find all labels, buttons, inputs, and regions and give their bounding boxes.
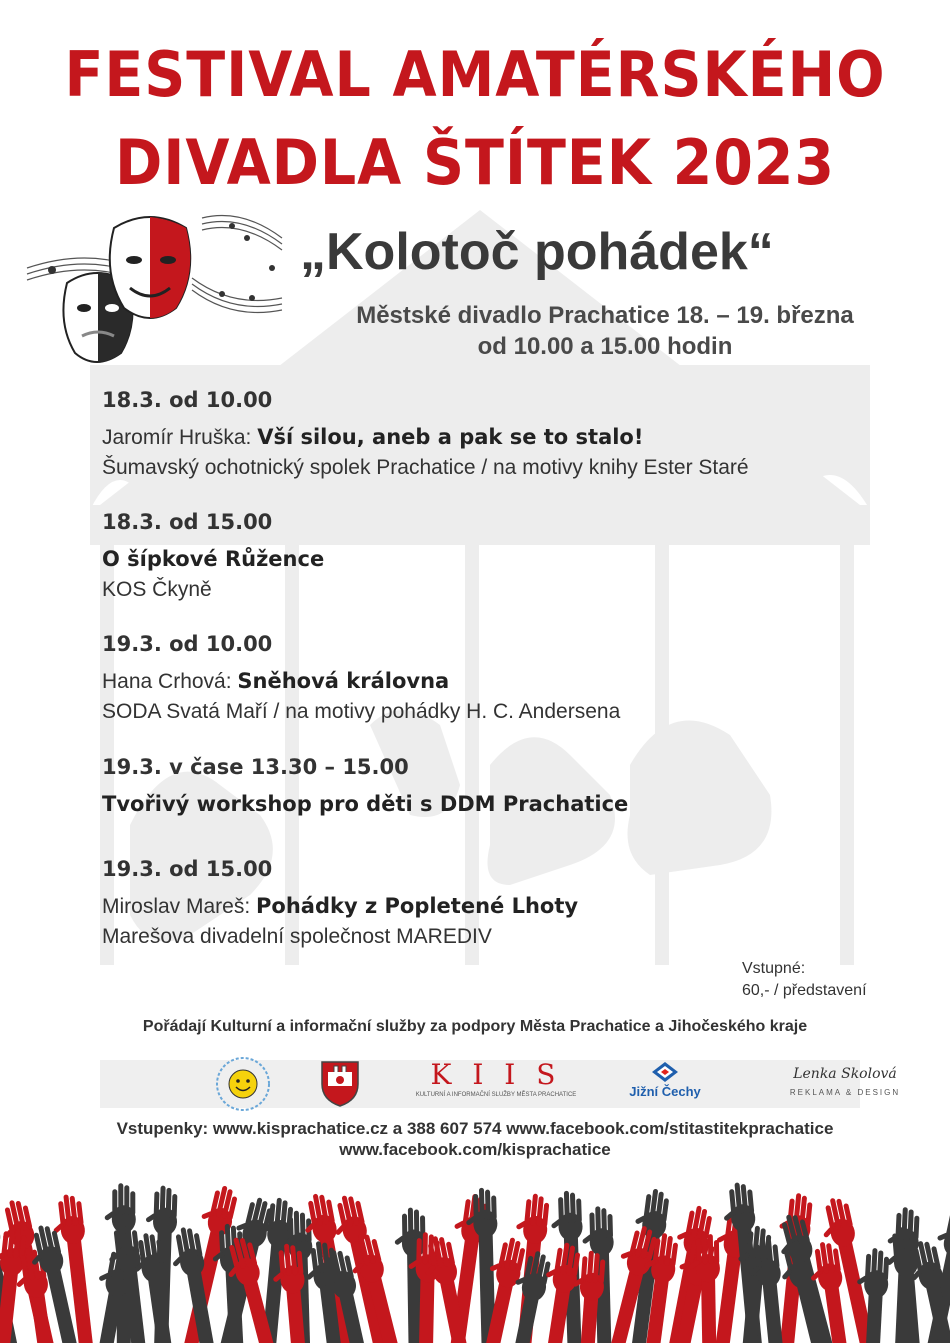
program-item: [102, 388, 749, 483]
program-title: Sněhová královna: [237, 669, 450, 693]
festival-title-line2: DIVADLA ŠTÍTEK 2023: [114, 126, 836, 199]
kis-logo-caption: KULTURNÍ A INFORMAČNÍ SLUŽBY MĚSTA PRACHATICE: [415, 1092, 577, 1098]
tickets-line1: Vstupenky: www.kisprachatice.cz a 388 607 574 www.facebook.com/stitastitekprachatice: [116, 1119, 834, 1138]
venue-line1: Městské divadlo Prachatice 18. – 19. března: [356, 302, 854, 329]
program-item: [102, 857, 578, 952]
program-company: Šumavský ochotnický spolek Prachatice / na motivy knihy Ester Staré: [102, 456, 749, 479]
program-title: O šípkové Růžence: [102, 547, 325, 571]
jizni-cechy-label: Jižní Čechy: [629, 1084, 701, 1099]
program-performance: [102, 891, 578, 922]
program-item: [102, 632, 620, 727]
program-date: 19.3. od 10.00: [102, 632, 273, 656]
program-title: Vší silou, aneb a pak se to stalo!: [257, 425, 644, 449]
entry-price: 60,- / představení: [742, 982, 867, 999]
lenka-signature: Lenka Skolová: [793, 1066, 897, 1082]
lenka-caption: REKLAMA & DESIGN: [789, 1088, 901, 1097]
program-company: Marešova divadelní společnost MAREDIV: [102, 925, 492, 948]
organizers-note: Pořádají Kulturní a informační služby za podpory Města Prachatice a Jihočeského kraje: [142, 1018, 808, 1035]
program-performance: [102, 544, 324, 575]
program-title: Tvořivý workshop pro děti s DDM Prachatice: [102, 792, 629, 816]
entry-fee: [742, 958, 867, 1002]
program-item: [102, 510, 324, 605]
venue-line2: od 10.00 a 15.00 hodin: [477, 333, 733, 360]
theatre-masks-icon: [22, 208, 292, 368]
program-author: Jaromír Hruška:: [102, 426, 258, 449]
festival-subtitle: „Kolotoč pohádek“: [300, 223, 774, 281]
lenka-skolova-logo: [780, 1066, 910, 1097]
festival-title-line1: FESTIVAL AMATÉRSKÉHO: [64, 38, 886, 111]
program-date: 18.3. od 15.00: [102, 510, 273, 534]
program-title: Pohádky z Popletené Lhoty: [256, 894, 579, 918]
raised-hands-illustration: [0, 1155, 950, 1343]
ddm-logo-icon: [215, 1056, 271, 1112]
program-performance: [102, 789, 628, 820]
venue-info: [300, 300, 910, 362]
program-performance: [102, 422, 749, 453]
program-author: Hana Crhová:: [102, 670, 238, 693]
entry-label: Vstupné:: [742, 960, 806, 977]
program-performance: [102, 666, 620, 697]
program-item: [102, 755, 628, 820]
kis-logo-letters: K I I S: [430, 1058, 562, 1091]
jizni-cechy-logo: [620, 1060, 710, 1099]
tickets-line2: www.facebook.com/kisprachatice: [339, 1140, 611, 1159]
kis-logo: [410, 1060, 582, 1100]
program-date: 19.3. v čase 13.30 – 15.00: [102, 755, 409, 779]
program-company: SODA Svatá Maří / na motivy pohádky H. C. Andersena: [102, 700, 621, 723]
program-date: 19.3. od 15.00: [102, 857, 273, 881]
program-date: 18.3. od 10.00: [102, 388, 273, 412]
program-author: Miroslav Mareš:: [102, 895, 257, 918]
program-company: KOS Čkyně: [102, 578, 212, 601]
city-coat-of-arms-icon: [318, 1058, 362, 1108]
jizni-cechy-mark-icon: [650, 1060, 680, 1084]
